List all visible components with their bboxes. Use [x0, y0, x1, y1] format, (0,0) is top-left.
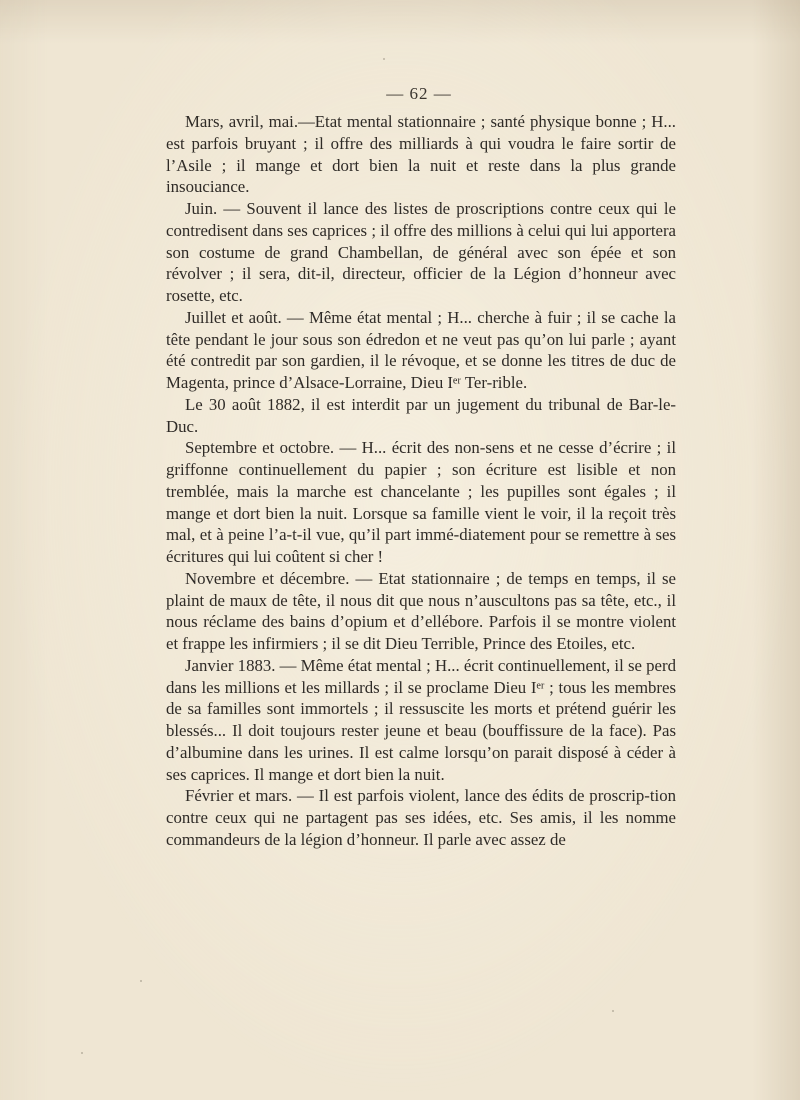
paragraph-interdiction: Le 30 août 1882, il est interdit par un jugement du tribunal de Bar-le-Duc.	[166, 394, 676, 436]
paragraph-janvier-1883: Janvier 1883. — Même état mental ; H... écrit continuellement, il se perd dans les millions et les millards ; il se proclame Dieu Iᵉʳ ; tous les membres de sa familles sont immortels ; il ressuscite les morts et prétend guérir les blessés... Il doit toujours rester jeune et beau (bouffissure de la face). Pas d’albumine dans les urines. Il est calme lorsqu’on parait disposé à céder à ses caprices. Il mange et dort bien la nuit.	[166, 655, 676, 784]
paragraph-fevrier-mars: Février et mars. — Il est parfois violent, lance des édits de proscrip-tion contre ceux qui ne partagent pas ses idées, etc. Ses amis, il les nomme commandeurs de la légion d’honneur. Il parle avec assez de	[166, 786, 676, 849]
paragraph-mars-avril-mai: Mars, avril, mai.—Etat mental stationnaire ; santé physique bonne ; H... est parfois bruyant ; il offre des milliards à qui voudra le faire sortir de l’Asile ; il mange et dort bien la nuit et reste dans la plus grande insouciance.	[166, 112, 676, 197]
paragraph-novembre-decembre: Novembre et décembre. — Etat stationnaire ; de temps en temps, il se plaint de maux de tête, il nous dit que nous n’auscultons pas sa tête, etc., il nous réclame des bains d’opium et d’ellébore. Parfois il se montre violent et frappe les infirmiers ; il se dit Dieu Terrible, Prince des Etoiles, etc.	[166, 568, 676, 653]
page-number: — 62 —	[386, 84, 452, 103]
body-text	[166, 111, 676, 851]
paper-speck	[383, 58, 385, 60]
paper-speck	[81, 1052, 83, 1054]
paragraph-juin: Juin. — Souvent il lance des listes de proscriptions contre ceux qui le contredisent dans ses caprices ; il offre des millions à celui qui lui apportera son costume de grand Chambellan, de général avec son épée et son révolver ; il sera, dit-il, directeur, officier de la Légion d’honneur avec rosette, etc.	[166, 199, 676, 305]
paper-speck	[140, 980, 142, 982]
paragraph-septembre-octobre: Septembre et octobre. — H... écrit des non-sens et ne cesse d’écrire ; il griffonne continuellement du papier ; son écriture est lisible et non tremblée, mais la marche est chancelante ; les pupilles sont égales ; il mange et dort bien la nuit. Lorsque sa famille vient le voir, il la reçoit très mal, et à peine l’a-t-il vue, qu’il part immé-diatement pour se remettre à ses écritures qui lui coûtent si cher !	[166, 438, 676, 566]
paragraph-juillet-aout: Juillet et août. — Même état mental ; H... cherche à fuir ; il se cache la tête pendant le jour sous son édredon et ne veut pas qu’on lui parle ; ayant été contredit par son gardien, il le révoque, et se donne les titres de duc de Magenta, prince d’Alsace-Lorraine, Dieu Iᵉʳ Ter-rible.	[166, 307, 676, 392]
paper-speck	[612, 1010, 614, 1012]
